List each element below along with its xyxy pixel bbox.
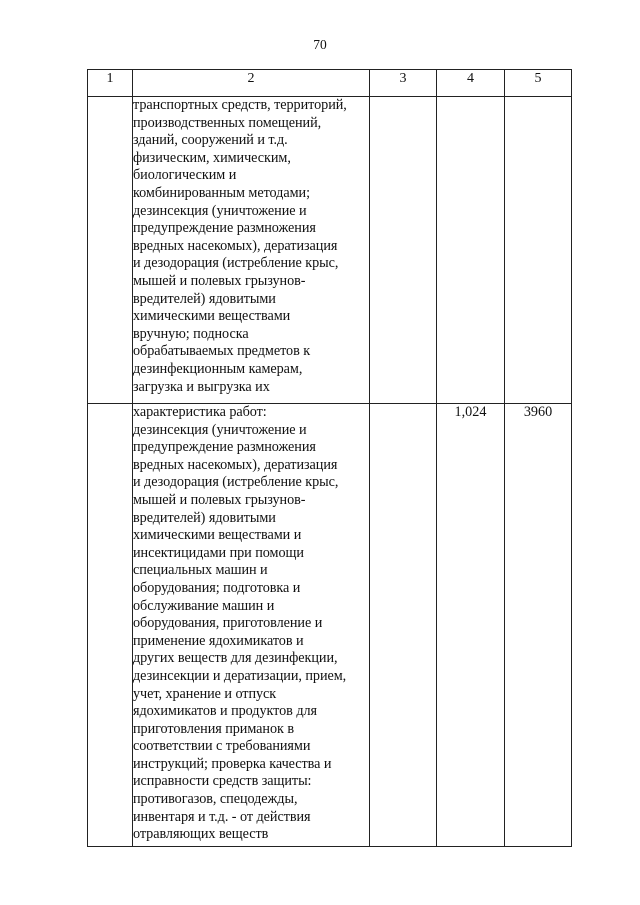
column-header-5: 5	[505, 70, 572, 97]
row-2-col-1	[88, 404, 133, 847]
table-header-row	[88, 70, 572, 97]
column-header-4: 4	[437, 70, 505, 97]
row-1-coefficient	[437, 97, 505, 404]
rates-table	[87, 69, 572, 847]
page-number: 70	[313, 37, 327, 52]
row-2-col-3	[370, 404, 437, 847]
row-2-description: характеристика работ: дезинсекция (уничтожение и предупреждение размножения вредных насекомых), дератизация и дезодорация (истребление крыс, мышей и полевых грызунов- вредителей) ядовитыми химическими веществами и инсектицидами при помощи специальных машин и оборудования; подготовка и обслуживание машин и оборудования, приготовление и применение ядохимикатов и других веществ для дезинфекции, дезинсекции и дератизации, прием, учет, хранение и отпуск ядохимикатов и продуктов для приготовления приманок в соответствии с требованиями инструкций; проверка качества и исправности средств защиты: противогазов, спецодежды, инвентаря и т.д. - от действия отравляющих веществ	[133, 404, 370, 847]
column-header-3: 3	[370, 70, 437, 97]
column-header-1: 1	[88, 70, 133, 97]
row-2-coefficient: 1,024	[437, 404, 505, 847]
table-row	[88, 97, 572, 404]
table-row	[88, 404, 572, 847]
column-header-2: 2	[133, 70, 370, 97]
row-1-description: транспортных средств, территорий, производственных помещений, зданий, сооружений и т.д. физическим, химическим, биологическим и комбинированным методами; дезинсекция (уничтожение и предупреждение размножения вредных насекомых), дератизация и дезодорация (истребление крыс, мышей и полевых грызунов- вредителей) ядовитыми химическими веществами вручную; подноска обрабатываемых предметов к дезинфекционным камерам, загрузка и выгрузка их	[133, 97, 370, 404]
row-1-salary	[505, 97, 572, 404]
row-2-salary: 3960	[505, 404, 572, 847]
row-1-col-1	[88, 97, 133, 404]
row-1-col-3	[370, 97, 437, 404]
